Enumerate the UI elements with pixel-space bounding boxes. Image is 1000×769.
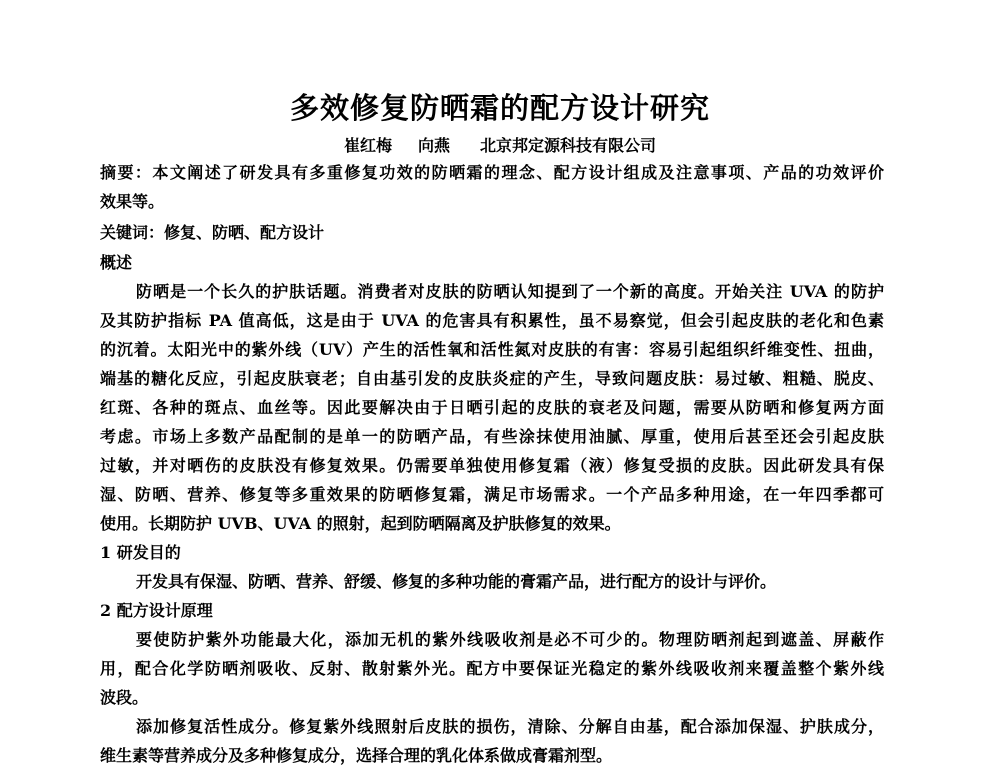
paper-title: 多效修复防晒霜的配方设计研究 bbox=[289, 91, 710, 125]
keywords: 关键词：修复、防晒、配方设计 bbox=[100, 223, 325, 242]
author-name: 向燕 bbox=[417, 136, 450, 155]
author-line bbox=[0, 133, 1000, 159]
section-heading-2: 2 配方设计原理 bbox=[100, 601, 213, 620]
paragraph-line: 红斑、各种的斑点、血丝等。因此要解决由于日晒引起的皮肤的衰老及问题，需要从防晒和修复两方面 bbox=[100, 398, 884, 417]
paragraph-line: 添加修复活性成分。修复紫外线照射后皮肤的损伤，清除、分解自由基，配合添加保湿、护肤成分， bbox=[136, 717, 884, 736]
paragraph-line: 防晒是一个长久的护肤话题。消费者对皮肤的防晒认知提到了一个新的高度。开始关注 UVA 的防护 bbox=[136, 282, 884, 301]
paragraph-line: 及其防护指标 PA 值高低，这是由于 UVA 的危害具有积累性，虽不易察觉，但会引起皮肤的老化和色素 bbox=[100, 311, 884, 330]
abstract-line: 效果等。 bbox=[100, 192, 165, 211]
paragraph-line: 过敏，并对晒伤的皮肤没有修复效果。仍需要单独使用修复霜（液）修复受损的皮肤。因此研发具有保 bbox=[100, 456, 884, 475]
paragraph-line: 开发具有保湿、防晒、营养、舒缓、修复的多种功能的膏霜产品，进行配方的设计与评价。 bbox=[136, 572, 777, 591]
author-name: 崔红梅 bbox=[343, 136, 392, 155]
paragraph-line: 用，配合化学防晒剂吸收、反射、散射紫外光。配方中要保证光稳定的紫外线吸收剂来覆盖整个紫外线 bbox=[100, 659, 884, 678]
abstract-line: 摘要：本文阐述了研发具有多重修复功效的防晒霜的理念、配方设计组成及注意事项、产品的功效评价 bbox=[100, 163, 884, 182]
paragraph-line: 端基的糖化反应，引起皮肤衰老；自由基引发的皮肤炎症的产生，导致问题皮肤：易过敏、粗糙、脱皮、 bbox=[100, 369, 884, 388]
section-heading-1: 1 研发目的 bbox=[100, 543, 181, 562]
paragraph-line: 考虑。市场上多数产品配制的是单一的防晒产品，有些涂抹使用油腻、厚重，使用后甚至还会引起皮肤 bbox=[100, 427, 884, 446]
paragraph-line: 维生素等营养成分及多种修复成分，选择合理的乳化体系做成膏霜剂型。 bbox=[100, 746, 613, 765]
paragraph-line: 使用。长期防护 UVB、UVA 的照射，起到防晒隔离及护肤修复的效果。 bbox=[100, 514, 621, 533]
paragraph-line: 湿、防晒、营养、修复等多重效果的防晒修复霜，满足市场需求。一个产品多种用途，在一年四季都可 bbox=[100, 485, 884, 504]
paragraph-line: 波段。 bbox=[100, 688, 149, 707]
paragraph-line: 的沉着。太阳光中的紫外线（UV）产生的活性氧和活性氮对皮肤的有害：容易引起组织纤维变性、扭曲， bbox=[100, 340, 884, 359]
section-heading-overview: 概述 bbox=[100, 253, 133, 272]
paragraph-line: 要使防护紫外功能最大化，添加无机的紫外线吸收剂是必不可少的。物理防晒剂起到遮盖、屏蔽作 bbox=[136, 630, 884, 649]
affiliation: 北京邦定源科技有限公司 bbox=[480, 136, 657, 155]
